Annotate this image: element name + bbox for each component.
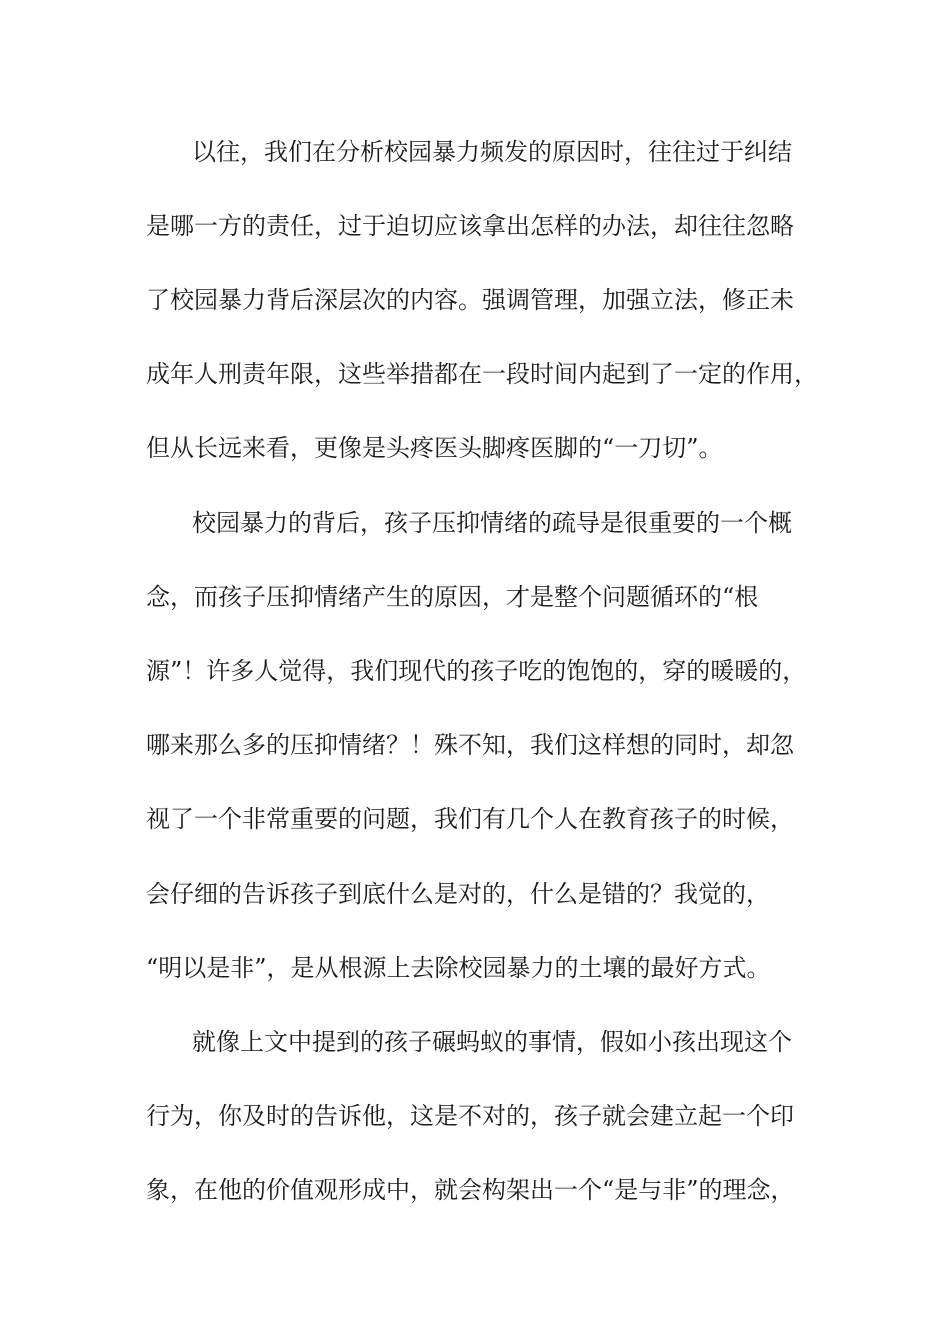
text-line: 以往，我们在分析校园暴力频发的原因时，往往过于纠结 xyxy=(192,138,792,166)
text-line: 校园暴力的背后，孩子压抑情绪的疏导是很重要的一个概 xyxy=(192,509,792,537)
text-line: “明以是非”，是从根源上去除校园暴力的土壤的最好方式。 xyxy=(146,954,771,982)
text-line: 哪来那么多的压抑情绪？！殊不知，我们这样想的同时，却忽 xyxy=(146,731,794,759)
text-line: 视了一个非常重要的问题，我们有几个人在教育孩子的时候， xyxy=(146,805,794,833)
text-line: 就像上文中提到的孩子碾蚂蚁的事情，假如小孩出现这个 xyxy=(192,1028,792,1056)
text-line: 念，而孩子压抑情绪产生的原因，才是整个问题循环的“根 xyxy=(146,583,759,611)
text-line: 象，在他的价值观形成中，就会构架出一个“是与非”的理念， xyxy=(146,1176,795,1204)
text-line: 但从长远来看，更像是头疼医头脚疼医脚的“一刀切”。 xyxy=(146,434,723,462)
text-line: 源”！许多人觉得，我们现代的孩子吃的饱饱的，穿的暖暖的， xyxy=(146,657,807,685)
text-line: 会仔细的告诉孩子到底什么是对的，什么是错的？我觉的， xyxy=(146,880,770,908)
text-line: 了校园暴力背后深层次的内容。强调管理，加强立法，修正未 xyxy=(146,286,794,314)
text-line: 行为，你及时的告诉他，这是不对的，孩子就会建立起一个印 xyxy=(146,1102,794,1130)
text-line: 成年人刑责年限，这些举措都在一段时间内起到了一定的作用， xyxy=(146,360,818,388)
text-line: 是哪一方的责任，过于迫切应该拿出怎样的办法，却往往忽略 xyxy=(146,212,794,240)
